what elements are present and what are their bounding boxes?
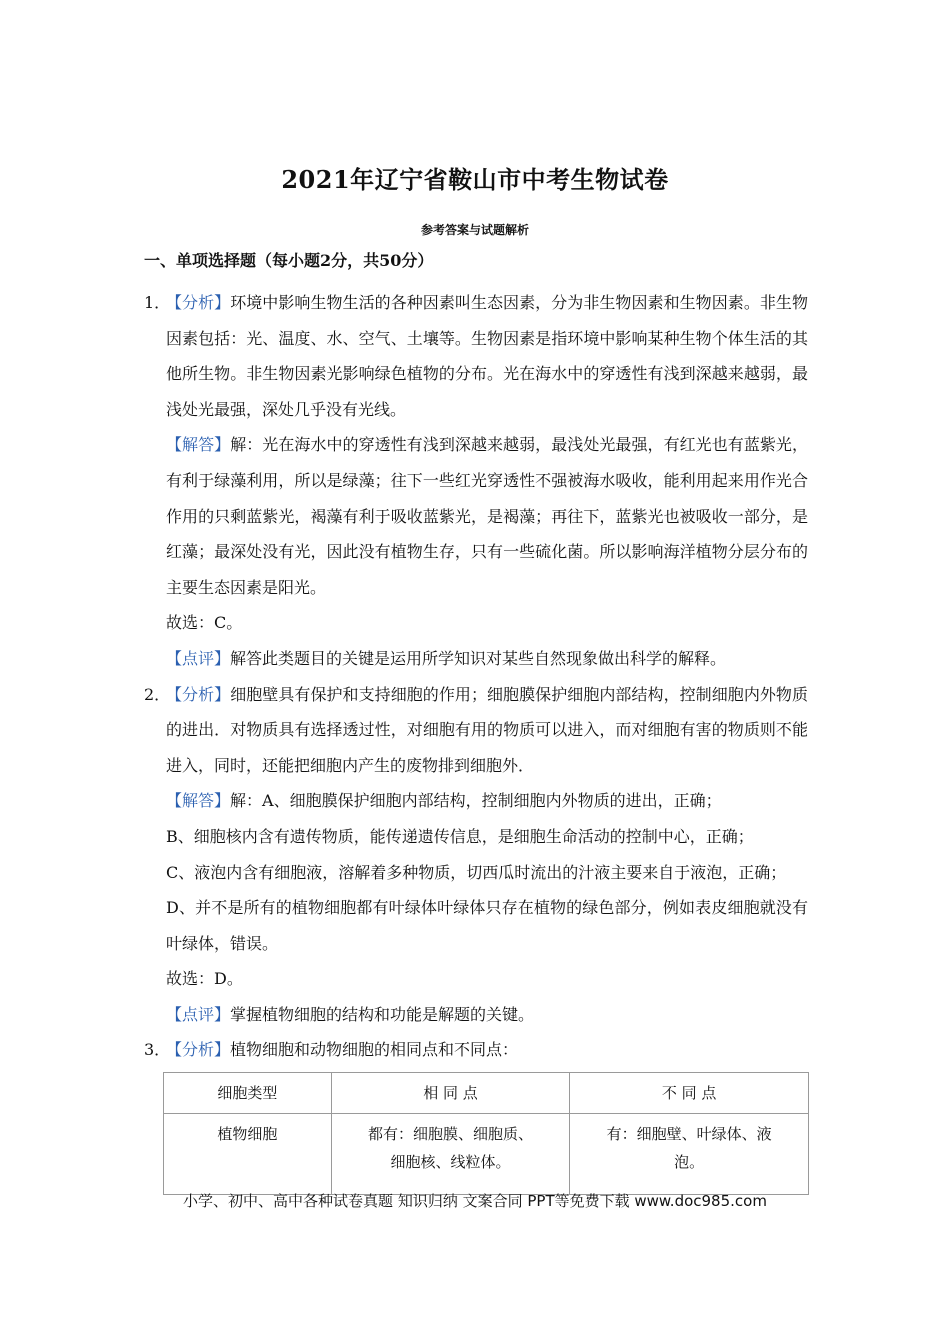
analysis-tag: 【分析】 <box>166 293 231 312</box>
comparison-table <box>163 1072 809 1195</box>
comment-paragraph <box>166 641 808 677</box>
analysis-text: 植物细胞和动物细胞的相同点和不同点： <box>230 1040 519 1060</box>
table-cell: 植物细胞 <box>164 1114 332 1195</box>
page-subtitle: 参考答案与试题解析 <box>420 223 529 237</box>
table-header-cell: 细胞类型 <box>164 1073 332 1114</box>
analysis-text: 细胞壁具有保护和支持细胞的作用；细胞膜保护细胞内部结构，控制细胞内外物质的进出．对物质具有选择透过性，对细胞有用的物质可以进入，而对细胞有害的物质则不能进入，同时，还能把细胞内产生的废物排到细胞外． <box>166 684 808 775</box>
comment-text: 解答此类题目的关键是运用所学知识对某些自然现象做出科学的解释。 <box>230 648 727 668</box>
analysis-paragraph <box>166 1032 808 1068</box>
choice-line: 故选：C。 <box>166 613 243 633</box>
question-2 <box>144 677 808 1033</box>
answer-option-b: B、细胞核内含有遗传物质，能传递遗传信息，是细胞生命活动的控制中心，正确； <box>166 826 754 846</box>
analysis-text: 环境中影响生物生活的各种因素叫生态因素，分为非生物因素和生物因素。非生物因素包括：光、温度、水、空气、土壤等。生物因素是指环境中影响某种生物个体生活的其他所生物。非生物因素光影响绿色植物的分布。光在海水中的穿透性有浅到深越来越弱，最浅处光最强，深处几乎没有光线。 <box>166 293 808 419</box>
table-header-cell: 相 同 点 <box>331 1073 570 1114</box>
table-header-row <box>164 1073 809 1114</box>
document-body <box>0 285 950 1068</box>
page-title: 2021年辽宁省鞍山市中考生物试卷 <box>281 165 669 194</box>
answer-tag: 【解答】 <box>166 435 231 455</box>
answer-option-d: D、并不是所有的植物细胞都有叶绿体叶绿体只存在植物的绿色部分，例如表皮细胞就没有叶绿体，错误。 <box>166 898 808 953</box>
question-number: 1． <box>144 293 171 312</box>
answer-paragraph <box>166 427 808 605</box>
question-number: 2． <box>144 684 171 704</box>
comment-tag: 【点评】 <box>166 1004 231 1024</box>
comment-tag: 【点评】 <box>166 648 231 668</box>
question-1 <box>144 285 808 677</box>
answer-option-c: C、液泡内含有细胞液，溶解着多种物质，切西瓜时流出的汁液主要来自于液泡，正确； <box>166 862 787 882</box>
page-footer: 小学、初中、高中各种试卷真题 知识归纳 文案合同 PPT等免费下载 www.doc985.com <box>183 1192 767 1210</box>
table-row <box>164 1114 809 1195</box>
question-number: 3． <box>144 1040 171 1060</box>
answer-tag: 【解答】 <box>166 791 231 811</box>
comment-text: 掌握植物细胞的结构和功能是解题的关键。 <box>230 1004 535 1024</box>
answer-paragraph <box>166 783 808 819</box>
analysis-tag: 【分析】 <box>166 1040 231 1060</box>
question-3 <box>144 1032 808 1068</box>
section-heading: 一、单项选择题（每小题2分，共50分） <box>144 251 434 270</box>
table-cell: 有：细胞壁、叶绿体、液泡。 <box>570 1114 809 1195</box>
answer-option-a: 解：A、细胞膜保护细胞内部结构，控制细胞内外物质的进出，正确； <box>230 791 722 811</box>
analysis-paragraph <box>166 677 808 784</box>
analysis-paragraph <box>166 285 808 427</box>
answer-text: 解：光在海水中的穿透性有浅到深越来越弱，最浅处光最强，有红光也有蓝紫光，有利于绿藻利用，所以是绿藻；往下一些红光穿透性不强被海水吸收，能利用起来用作光合作用的只剩蓝紫光，褐藻有利于吸收蓝紫光，是褐藻；再往下，蓝紫光也被吸收一部分，是红藻；最深处没有光，因此没有植物生存，只有一些硫化菌。所以影响海洋植物分层分布的主要生态因素是阳光。 <box>166 435 808 597</box>
analysis-tag: 【分析】 <box>166 684 231 704</box>
comment-paragraph <box>166 997 808 1033</box>
table-header-cell: 不 同 点 <box>570 1073 809 1114</box>
table-cell: 都有：细胞膜、细胞质、细胞核、线粒体。 <box>331 1114 570 1195</box>
choice-line: 故选：D。 <box>166 969 243 989</box>
